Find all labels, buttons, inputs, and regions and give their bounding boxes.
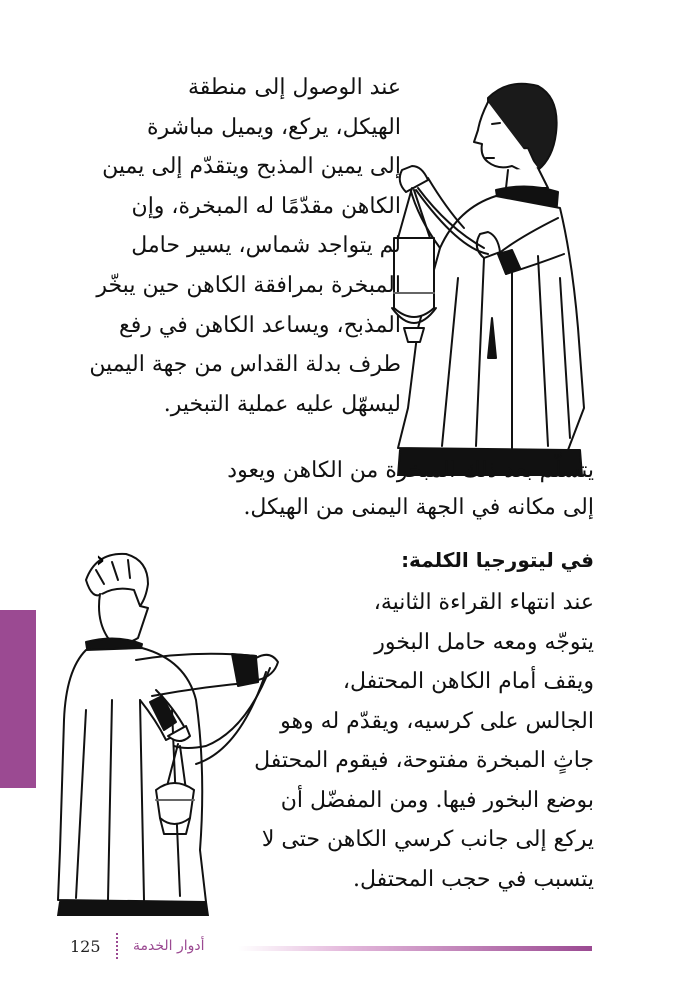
text-line: المذبح، ويساعد الكاهن في رفع bbox=[119, 312, 401, 338]
footer-separator bbox=[116, 933, 118, 959]
text-line: الجالس على كرسيه، ويقدّم له وهو bbox=[280, 708, 594, 734]
text-line: إلى يمين المذبح ويتقدّم إلى يمين bbox=[102, 154, 401, 180]
text-line: الهيكل، يركع، ويميل مباشرة bbox=[146, 114, 401, 140]
text-line: ويقف أمام الكاهن المحتفل، bbox=[342, 669, 594, 694]
footer-divider bbox=[238, 946, 592, 951]
text-line: يتسلّم بعد ذلك المبخرة من الكاهن ويعود bbox=[227, 458, 594, 483]
altar-server-thurible-illustration bbox=[388, 78, 592, 476]
chapter-side-tab bbox=[0, 610, 36, 788]
chevron-left-icon: › bbox=[95, 548, 105, 573]
text-line: يتسبب في حجب المحتفل. bbox=[352, 866, 594, 892]
text-line: يتوجّه ومعه حامل البخور bbox=[374, 629, 594, 655]
text-line: الكاهن مقدّمًا له المبخرة، وإن bbox=[131, 193, 401, 219]
altar-server-offering-incense-illustration bbox=[56, 550, 280, 916]
page-number: 125 bbox=[70, 937, 101, 956]
text-line: المبخرة بمرافقة الكاهن حين يبخّر bbox=[96, 272, 401, 298]
text-line: ليسهّل عليه عملية التبخير. bbox=[163, 391, 401, 417]
text-line: إلى مكانه في الجهة اليمنى من الهيكل. bbox=[243, 495, 594, 520]
text-line: طرف بدلة القداس من جهة اليمين bbox=[89, 352, 401, 378]
text-line: يركع إلى جانب كرسي الكاهن حتى لا bbox=[261, 827, 594, 852]
text-line: لم يتواجد شماس، يسير حامل bbox=[131, 233, 401, 259]
section-heading bbox=[401, 548, 594, 572]
text-line: عند انتهاء القراءة الثانية، bbox=[373, 590, 594, 615]
footer-chapter-title: أدوار الخدمة bbox=[133, 938, 205, 954]
text-line: عند الوصول إلى منطقة bbox=[187, 75, 401, 100]
paragraph-entry-to-sanctuary bbox=[89, 68, 401, 424]
text-line: جاثٍ المبخرة مفتوحة، فيقوم المحتفل bbox=[254, 748, 594, 773]
paragraph-return-thurible bbox=[74, 452, 594, 526]
section-heading-text: في ليتورجيا الكلمة: bbox=[401, 548, 594, 572]
text-line: بوضع البخور فيها. ومن المفضّل أن bbox=[280, 787, 594, 813]
paragraph-liturgy-of-word bbox=[254, 583, 594, 899]
